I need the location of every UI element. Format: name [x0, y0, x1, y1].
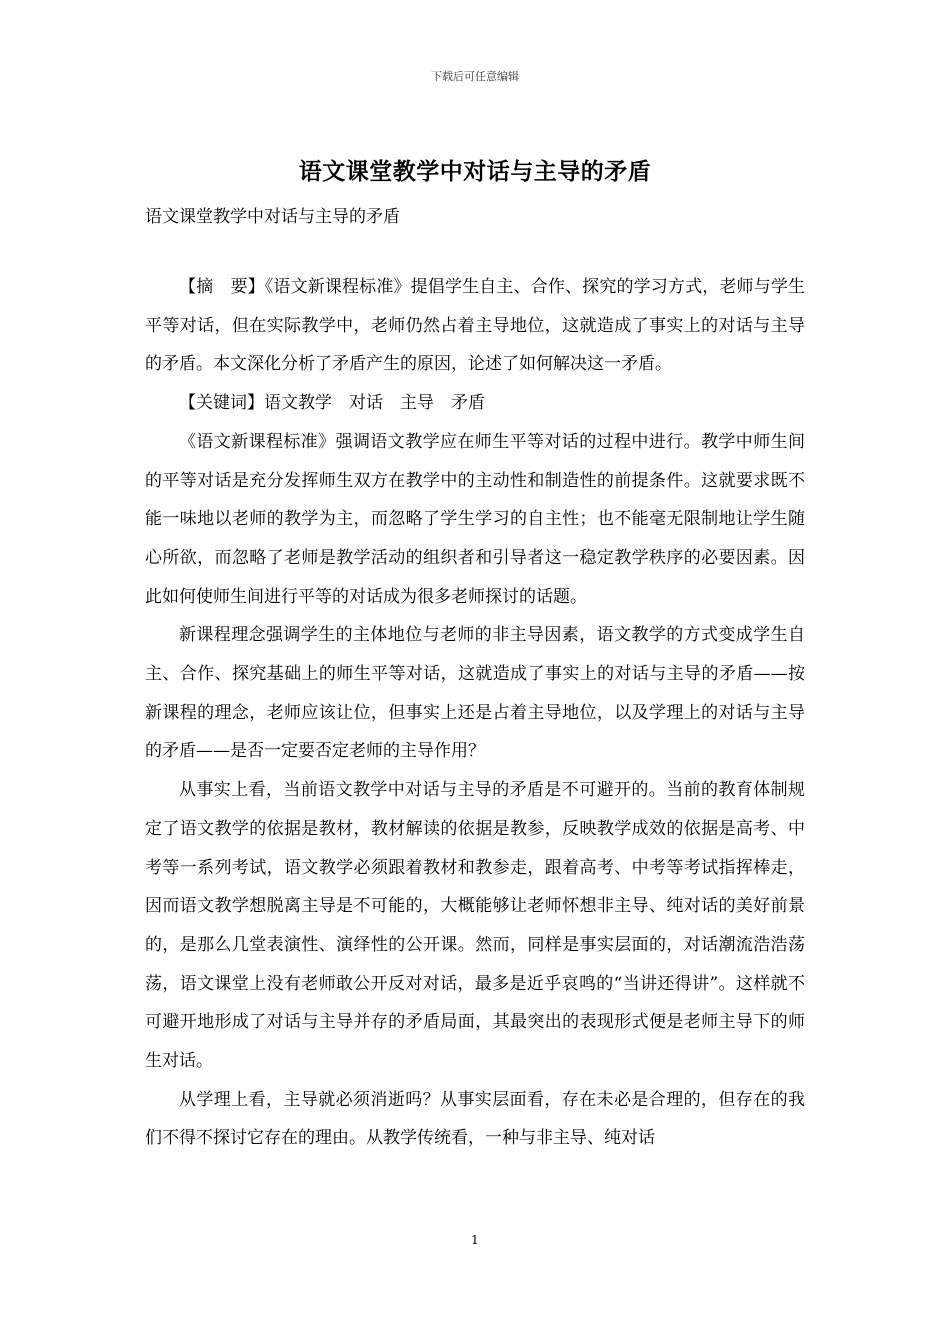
abstract-paragraph: 【摘 要】《语文新课程标准》提倡学生自主、合作、探究的学习方式，老师与学生平等对话，但在实际教学中，老师仍然占着主导地位，这就造成了事实上的对话与主导的矛盾。本文深化分析了矛盾产生的原因，论述了如何解决这一矛盾。: [145, 277, 805, 375]
body-paragraph: 从事实上看，当前语文教学中对话与主导的矛盾是不可避开的。当前的教育体制规定了语文教学的依据是教材，教材解读的依据是教参，反映教学成效的依据是高考、中考等一系列考试，语文教学必须跟着教材和教参走，跟着高考、中考等考试指挥棒走，因而语文教学想脱离主导是不可能的，大概能够让老师怀想非主导、纯对话的美好前景的，是那么几堂表演性、演绎性的公开课。然而，同样是事实层面的，对话潮流浩浩荡荡，语文课堂上没有老师敢公开反对对话，最多是近乎哀鸣的“当讲还得讲”。这样就不可避开地形成了对话与主导并存的矛盾局面，其最突出的表现形式便是老师主导下的师生对话。: [145, 780, 805, 1072]
page-number: 1: [471, 1233, 479, 1247]
keywords-paragraph: 【关键词】语文教学 对话 主导 矛盾: [179, 393, 485, 414]
body-paragraph: 《语文新课程标准》强调语文教学应在师生平等对话的过程中进行。教学中师生间的平等对话是充分发挥师生双方在教学中的主动性和制造性的前提条件。这就要求既不能一味地以老师的教学为主，而忽略了学生学习的自主性；也不能毫无限制地让学生随心所欲，而忽略了老师是教学活动的组织者和引导者这一稳定教学秩序的必要因素。因此如何使师生间进行平等的对话成为很多老师探讨的话题。: [145, 431, 805, 607]
body-paragraph: 新课程理念强调学生的主体地位与老师的非主导因素，语文教学的方式变成学生自主、合作、探究基础上的师生平等对话，这就造成了事实上的对话与主导的矛盾——按新课程的理念，老师应该让位，但事实上还是占着主导地位，以及学理上的对话与主导的矛盾——是否一定要否定老师的主导作用？: [145, 625, 805, 762]
document-title: 语文课堂教学中对话与主导的矛盾: [298, 158, 652, 185]
document-body: [145, 268, 805, 1158]
body-paragraph: 从学理上看，主导就必须消逝吗？从事实层面看，存在未必是合理的，但存在的我们不得不探讨它存在的理由。从教学传统看，一种与非主导、纯对话: [145, 1089, 805, 1149]
document-subtitle: 语文课堂教学中对话与主导的矛盾: [145, 207, 400, 227]
page-header-note: 下载后可任意编辑: [431, 70, 519, 83]
